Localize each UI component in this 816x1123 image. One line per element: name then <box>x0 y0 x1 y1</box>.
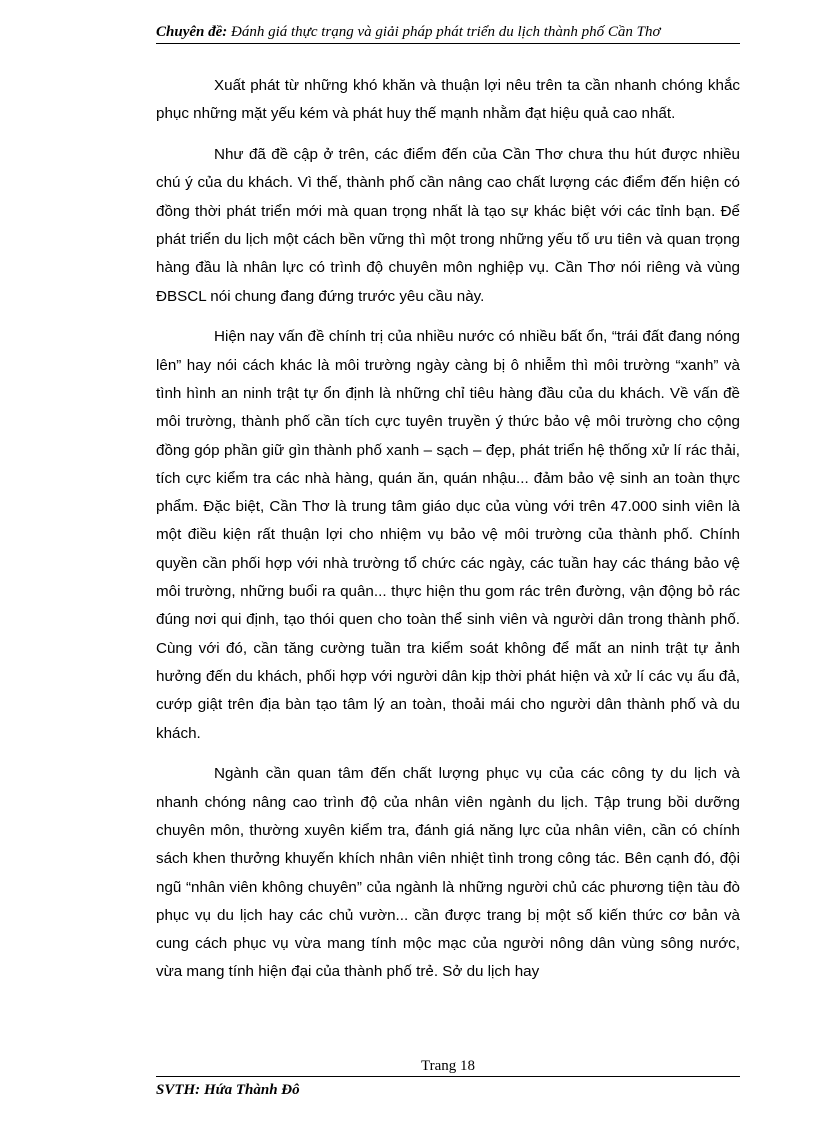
footer-divider <box>156 1076 740 1077</box>
paragraph-4: Ngành cần quan tâm đến chất lượng phục vụ của các công ty du lịch và nhanh chóng nâng cao trình độ của nhân viên ngành du lịch. Tập trung bồi dưỡng chuyên môn, thường xuyên kiểm tra, đánh giá năng lực của nhân viên, cần có chính sách khen thưởng khuyến khích nhân viên nhiệt tình trong công tác. Bên cạnh đó, đội ngũ “nhân viên không chuyên” của ngành là những người chủ các phương tiện tàu đò phục vụ du lịch hay các chủ vườn... cần được trang bị một số kiến thức cơ bản và cung cách phục vụ vừa mang tính mộc mạc của người nông dân vùng sông nước, vừa mang tính hiện đại của thành phố trẻ. Sở du lịch hay <box>156 765 740 981</box>
page-number: Trang 18 <box>420 1058 476 1074</box>
paragraph-1: Xuất phát từ những khó khăn và thuận lợi nêu trên ta cần nhanh chóng khắc phục những mặt yếu kém và phát huy thế mạnh nhằm đạt hiệu quả cao nhất. <box>156 77 740 123</box>
paragraph-2: Như đã đề cập ở trên, các điểm đến của Cần Thơ chưa thu hút được nhiều chú ý của du khách. Vì thế, thành phố cần nâng cao chất lượng các điểm đến hiện có đồng thời phát triển mới mà quan trọng nhất là tạo sự khác biệt với các tỉnh bạn. Để phát triển du lịch một cách bền vững thì một trong những yếu tố ưu tiên và quan trọng hàng đầu là nhân lực có trình độ chuyên môn nghiệp vụ. Cần Thơ nói riêng và vùng ĐBSCL nói chung đang đứng trước yêu cầu này. <box>156 146 740 305</box>
paragraph-3: Hiện nay vấn đề chính trị của nhiều nước có nhiều bất ổn, “trái đất đang nóng lên” hay nói cách khác là môi trường ngày càng bị ô nhiễm thì môi trường “xanh” và tình hình an ninh trật tự ổn định là những chỉ tiêu hàng đầu của du khách. Về vấn đề môi trường, thành phố cần tích cực tuyên truyền ý thức bảo vệ môi trường cho cộng đồng góp phần giữ gìn thành phố xanh – sạch – đẹp, phát triển hệ thống xử lí rác thải, tích cực kiểm tra các nhà hàng, quán ăn, quán nhậu... đảm bảo vệ sinh an toàn thực phẩm. Đặc biệt, Cần Thơ là trung tâm giáo dục của vùng với trên 47.000 sinh viên là một điều kiện rất thuận lợi cho nhiệm vụ bảo vệ môi trường của thành phố. Chính quyền cần phối hợp với nhà trường tổ chức các ngày, các tuần hay các tháng bảo vệ môi trường, những buổi ra quân... thực hiện thu gom rác trên đường, vận động bỏ rác đúng nơi qui định, tạo thói quen cho toàn thể sinh viên và người dân trong thành phố. Cùng với đó, cần tăng cường tuần tra kiểm soát không để mất an ninh trật tự ảnh hưởng đến du khách, phối hợp với người dân kịp thời phát hiện và xử lí các vụ ẩu đả, cướp giật trên địa bàn tạo tâm lý an toàn, thoải mái cho người dân thành phố và du khách. <box>156 328 740 742</box>
header-label: Chuyên đề: <box>156 24 228 40</box>
document-body <box>156 72 740 999</box>
page-header <box>156 22 740 44</box>
footer-label: SVTH: <box>156 1082 201 1098</box>
header-title: Đánh giá thực trạng và giải pháp phát triển du lịch thành phố Cần Thơ <box>231 24 661 40</box>
page-footer <box>156 1080 300 1100</box>
footer-author-name: Hứa Thành Đô <box>203 1082 300 1098</box>
